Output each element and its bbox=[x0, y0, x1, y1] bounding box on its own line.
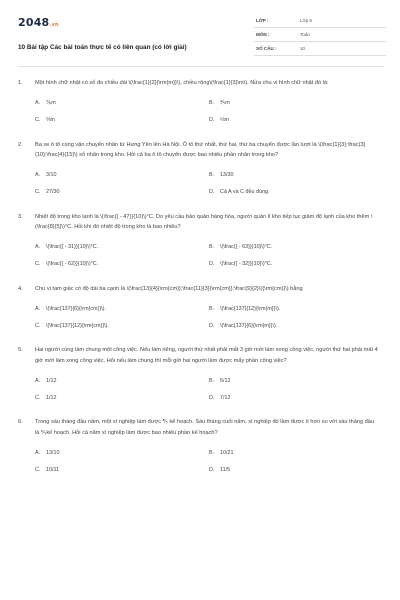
option-letter: A. bbox=[35, 449, 41, 456]
option-text: \(\frac{137}{12}{\rm{m}}\). bbox=[220, 305, 281, 312]
question-text: Ba xe ô tô cùng vận chuyển nhãn từ Hưng Yên lên Hà Nội. Ô tô thứ nhất, thứ hai, thứ ba chuyển được lần lượt là \(\frac{1}{3};\frac{3}{10};\frac{4}{15}\) số nhãn trong kho. Hỏi cả ba ô tô chuyển được bao nhiêu phần nhãn trong kho? bbox=[35, 141, 366, 158]
option-letter: C. bbox=[35, 394, 41, 401]
option-letter: A. bbox=[35, 305, 41, 312]
answer-option[interactable] bbox=[35, 461, 209, 478]
question-item bbox=[18, 78, 384, 129]
answer-option[interactable] bbox=[35, 239, 209, 256]
option-text: 7/12 bbox=[220, 394, 231, 401]
option-letter: B. bbox=[209, 449, 215, 456]
answer-option[interactable] bbox=[209, 95, 383, 112]
option-text: 13/30 bbox=[220, 172, 234, 178]
answer-option[interactable] bbox=[35, 256, 209, 273]
answer-option[interactable] bbox=[209, 389, 383, 406]
option-text: 10/11 bbox=[46, 466, 60, 473]
option-letter: D. bbox=[209, 117, 215, 123]
option-text: \(\frac{137}{6}{\rm{m}}\). bbox=[220, 322, 278, 329]
option-text: 1/12 bbox=[46, 394, 57, 401]
option-letter: D. bbox=[209, 189, 215, 195]
answer-option[interactable] bbox=[209, 300, 383, 317]
answer-options bbox=[18, 372, 384, 406]
answer-options bbox=[18, 167, 384, 201]
answer-option[interactable] bbox=[209, 461, 383, 478]
option-text: ⅚m bbox=[46, 100, 56, 106]
option-text: ⅔m bbox=[46, 117, 55, 123]
question-item bbox=[18, 284, 384, 335]
question-number: 3. bbox=[18, 213, 23, 220]
answer-option[interactable] bbox=[35, 372, 209, 389]
question-item bbox=[18, 417, 384, 478]
answer-options bbox=[18, 95, 384, 129]
answer-option[interactable] bbox=[209, 167, 383, 184]
option-text: \(\frac{{ - 62}}{10}\)°C. bbox=[46, 261, 99, 267]
answer-option[interactable] bbox=[209, 317, 383, 334]
meta-table bbox=[254, 14, 386, 56]
option-letter: C. bbox=[35, 322, 41, 329]
option-letter: D. bbox=[209, 261, 215, 267]
option-text: 1/12 bbox=[46, 377, 57, 384]
option-text: ⅓m bbox=[220, 117, 229, 123]
document-title: 10 Bài tập Các bài toán thực tế có liên quan (có lời giải) bbox=[18, 44, 187, 51]
logo-text: 2048 bbox=[18, 16, 50, 29]
question-number: 2. bbox=[18, 141, 23, 148]
question-number: 6. bbox=[18, 419, 23, 425]
answer-option[interactable] bbox=[35, 95, 209, 112]
meta-row-count bbox=[254, 42, 386, 56]
site-logo[interactable] bbox=[18, 16, 59, 29]
answer-option[interactable] bbox=[35, 389, 209, 406]
question-text: Một hình chữ nhật có số đo chiều dài \(\frac{1}{2}{\rm{m}}\), chiều rộng\(\frac{1}{3}\m\). Nửa chu vi hình chữ nhật đó là: bbox=[35, 80, 329, 86]
question-item bbox=[18, 345, 384, 406]
option-letter: C. bbox=[35, 189, 41, 195]
answer-option[interactable] bbox=[35, 444, 209, 461]
document-header bbox=[18, 14, 384, 58]
meta-value: Toán bbox=[300, 32, 310, 37]
option-text: 27/30 bbox=[46, 189, 60, 195]
meta-value: 10 bbox=[300, 46, 306, 51]
option-text: \(\frac{137}{12}{\rm{cm}}\). bbox=[46, 322, 109, 329]
question-text: Trong sáu tháng đầu năm, một xí nghiệp làm được ⅗ kế hoạch. Sáu tháng cuối năm, xí nghiệp đó làm được ít hơn so với sáu tháng đầu là ⅕kế hoạch. Hỏi cả năm xí nghiệp làm được bao nhiêu phần kế hoạch? bbox=[35, 419, 374, 436]
answer-option[interactable] bbox=[209, 256, 383, 273]
answer-option[interactable] bbox=[209, 444, 383, 461]
answer-option[interactable] bbox=[35, 167, 209, 184]
option-letter: C. bbox=[35, 117, 41, 123]
question-number: 4. bbox=[18, 285, 23, 292]
option-letter: A. bbox=[35, 377, 41, 384]
option-letter: B. bbox=[209, 377, 215, 384]
answer-option[interactable] bbox=[209, 372, 383, 389]
meta-key: SỐ CÂU : bbox=[256, 46, 277, 51]
option-text: 3/10 bbox=[46, 172, 57, 178]
logo-suffix: .vn bbox=[49, 22, 59, 28]
option-letter: A. bbox=[35, 244, 41, 250]
question-item bbox=[18, 140, 384, 201]
option-text: 5/12 bbox=[220, 377, 231, 384]
option-letter: C. bbox=[35, 261, 41, 267]
option-text: 13/10 bbox=[46, 449, 60, 456]
option-letter: B. bbox=[209, 305, 215, 312]
meta-row-subject bbox=[254, 28, 386, 42]
answer-option[interactable] bbox=[35, 184, 209, 201]
option-text: \(\frac{{ - 31}}{10}\)°C. bbox=[46, 244, 99, 250]
meta-key: MÔN : bbox=[256, 32, 270, 37]
header-divider bbox=[18, 66, 384, 67]
question-item bbox=[18, 212, 384, 273]
answer-option[interactable] bbox=[209, 239, 383, 256]
option-letter: D. bbox=[209, 466, 215, 473]
option-text: Cả A và C đều đúng. bbox=[220, 189, 270, 195]
option-letter: D. bbox=[209, 322, 215, 329]
question-text: Nhiệt độ trong kho lạnh là \(\frac{{ - 47}}{10}\)°C. Do yêu cầu bảo quản hàng hóa, người quản lí kho tiếp tục giảm độ lạnh của kho thêm \(\frac{8}{5}\)°C. Hỏi khi đó nhiệt độ trong kho là bao nhiêu? bbox=[35, 213, 373, 230]
answer-option[interactable] bbox=[209, 184, 383, 201]
option-text: 10/21 bbox=[220, 449, 234, 456]
meta-key: LỚP : bbox=[256, 18, 269, 23]
option-text: \(\frac{{ - 32}}{10}\)°C. bbox=[220, 261, 273, 267]
meta-value: Lớp 6 bbox=[300, 18, 312, 23]
option-letter: A. bbox=[35, 172, 41, 178]
question-text: Hai người cùng làm chung một công việc. Nếu làm riêng, người thứ nhất phải mất 3 giờ mới làm xong công việc, người thứ hai phải mất 4 giờ mới làm xong công việc. Hỏi nếu làm chung thì mỗi giờ hai người làm được mấy phần công việc? bbox=[35, 347, 378, 364]
meta-row-class bbox=[254, 14, 386, 28]
question-text: Chu vi tam giác có độ dài ba cạnh là \(\frac{13}{4}{\rm{cm}};\frac{11}{3}{\rm{cm}};\frac{9}{2}\({\rm{cm}}\) bằng bbox=[35, 285, 303, 292]
option-text: ⅘m bbox=[220, 100, 230, 106]
option-text: \(\frac{{ - 63}}{10}\)°C. bbox=[220, 244, 273, 250]
option-letter: D. bbox=[209, 394, 215, 401]
answer-option[interactable] bbox=[35, 300, 209, 317]
option-text: \(\frac{137}{6}{\rm{cm}}\). bbox=[46, 305, 106, 312]
answer-options bbox=[18, 300, 384, 334]
option-letter: C. bbox=[35, 466, 41, 473]
option-letter: B. bbox=[209, 172, 215, 178]
option-text: 11/5 bbox=[220, 466, 231, 473]
question-number: 5. bbox=[18, 347, 23, 353]
answer-option[interactable] bbox=[35, 112, 209, 129]
question-list bbox=[18, 78, 384, 489]
option-letter: B. bbox=[209, 244, 215, 250]
option-letter: B. bbox=[209, 100, 215, 106]
answer-option[interactable] bbox=[35, 317, 209, 334]
question-number: 1. bbox=[18, 80, 23, 86]
answer-option[interactable] bbox=[209, 112, 383, 129]
answer-options bbox=[18, 239, 384, 273]
option-letter: A. bbox=[35, 100, 41, 106]
answer-options bbox=[18, 444, 384, 478]
